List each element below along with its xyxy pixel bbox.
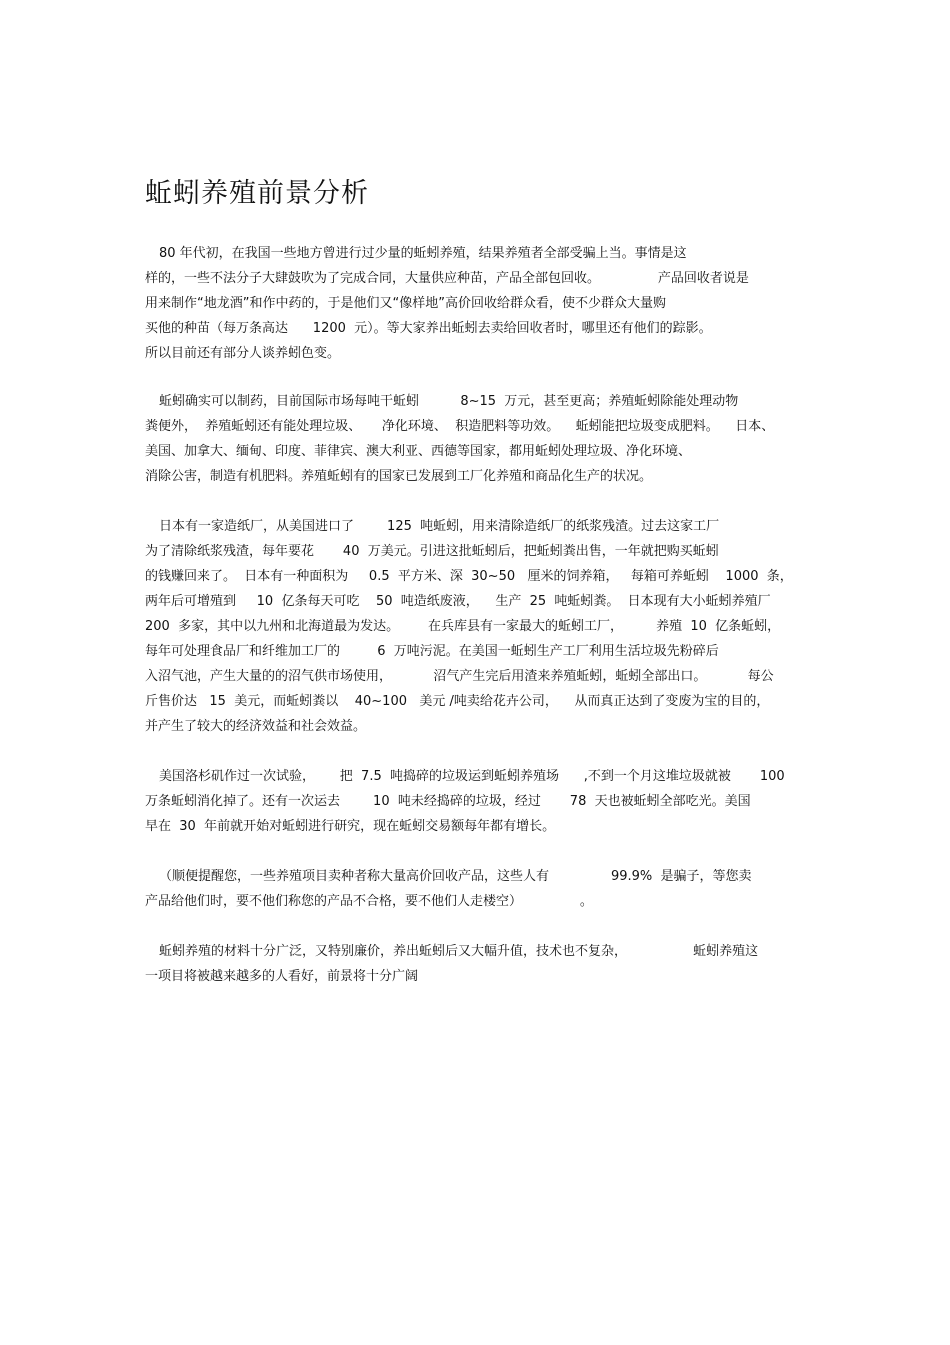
- paragraph-line: （顺便提醒您，一些养殖项目卖种者称大量高价回收产品，这些人有 99.9% 是骗子，等您卖: [159, 869, 752, 884]
- paragraph-line: 所以目前还有部分人谈养蚓色变。: [145, 346, 341, 361]
- paragraph-line: 日本有一家造纸厂，从美国进口了 125 吨蚯蚓，用来清除造纸厂的纸浆残渣。过去这家工厂: [159, 519, 720, 534]
- paragraph-line: 粪便外， 养殖蚯蚓还有能处理垃圾、 净化环境、 积造肥料等功效。 蚯蚓能把垃圾变成肥料。 日本、: [145, 419, 775, 434]
- paragraph-line: 蚯蚓养殖的材料十分广泛，又特别廉价，养出蚯蚓后又大幅升值，技术也不复杂， 蚯蚓养殖这: [159, 944, 759, 959]
- paragraph-warning: [145, 864, 825, 914]
- paragraph-uses: [145, 389, 825, 489]
- paragraph-line: 买他的种苗（每万条高达 1200 元）。等大家养出蚯蚓去卖给回收者时，哪里还有他们的踪影。: [145, 321, 712, 336]
- paragraph-line: 消除公害，制造有机肥料。养殖蚯蚓有的国家已发展到工厂化养殖和商品化生产的状况。: [145, 469, 653, 484]
- paragraph-line: 并产生了较大的经济效益和社会效益。: [145, 719, 367, 734]
- paragraph-line: 早在 30 年前就开始对蚯蚓进行研究，现在蚯蚓交易额每年都有增长。: [145, 819, 556, 834]
- paragraph-la-experiment: [145, 764, 825, 839]
- paragraph-japan-examples: [145, 514, 825, 739]
- paragraph-line: 一项目将被越来越多的人看好，前景将十分广阔: [145, 969, 419, 984]
- paragraph-line: 产品给他们时，要不他们称您的产品不合格，要不他们人走楼空） 。: [145, 894, 593, 909]
- paragraph-line: 样的，一些不法分子大肆鼓吹为了完成合同，大量供应种苗，产品全部包回收。 产品回收者说是: [145, 271, 749, 286]
- paragraph-line: 蚯蚓确实可以制药，目前国际市场每吨干蚯蚓 8~15 万元，甚至更高；养殖蚯蚓除能处理动物: [159, 394, 739, 409]
- paragraph-line: 美国洛杉矶作过一次试验， 把 7.5 吨捣碎的垃圾运到蚯蚓养殖场 ,不到一个月这堆垃圾就被 100: [159, 769, 785, 784]
- paragraph-line: 用来制作“地龙酒”和作中药的，于是他们又“像样地”高价回收给群众看，使不少群众大量购: [145, 296, 666, 311]
- paragraph-line: 每年可处理食品厂和纤维加工厂的 6 万吨污泥。在美国一蚯蚓生产工厂利用生活垃圾先粉碎后: [145, 644, 719, 659]
- paragraph-line: 80 年代初，在我国一些地方曾进行过少量的蚯蚓养殖，结果养殖者全部受骗上当。事情是这: [159, 246, 687, 261]
- paragraph-line: 万条蚯蚓消化掉了。还有一次运去 10 吨未经捣碎的垃圾，经过 78 天也被蚯蚓全部吃光。美国: [145, 794, 751, 809]
- document-title: 蚯蚓养殖前景分析: [145, 178, 369, 209]
- paragraph-line: 斤售价达 15 美元，而蚯蚓粪以 40~100 美元 /吨卖给花卉公司， 从而真正达到了变废为宝的目的，: [145, 694, 770, 709]
- paragraph-conclusion: [145, 939, 825, 989]
- paragraph-history: [145, 241, 825, 366]
- paragraph-line: 入沼气池，产生大量的的沼气供市场使用， 沼气产生完后用渣来养殖蚯蚓，蚯蚓全部出口。 每公: [145, 669, 774, 684]
- paragraph-line: 的钱赚回来了。 日本有一种面积为 0.5 平方米、深 30~50 厘米的饲养箱， 每箱可养蚯蚓 1000 条，: [145, 569, 793, 584]
- paragraph-line: 200 多家，其中以九州和北海道最为发达。 在兵库县有一家最大的蚯蚓工厂， 养殖 10 亿条蚯蚓，: [145, 619, 781, 634]
- paragraph-line: 美国、加拿大、缅甸、印度、菲律宾、澳大利亚、西德等国家，都用蚯蚓处理垃圾、净化环境、: [145, 444, 692, 459]
- paragraph-line: 两年后可增殖到 10 亿条每天可吃 50 吨造纸废液， 生产 25 吨蚯蚓粪。 日本现有大小蚯蚓养殖厂: [145, 594, 771, 609]
- paragraph-line: 为了清除纸浆残渣，每年要花 40 万美元。引进这批蚯蚓后，把蚯蚓粪出售，一年就把购买蚯蚓: [145, 544, 719, 559]
